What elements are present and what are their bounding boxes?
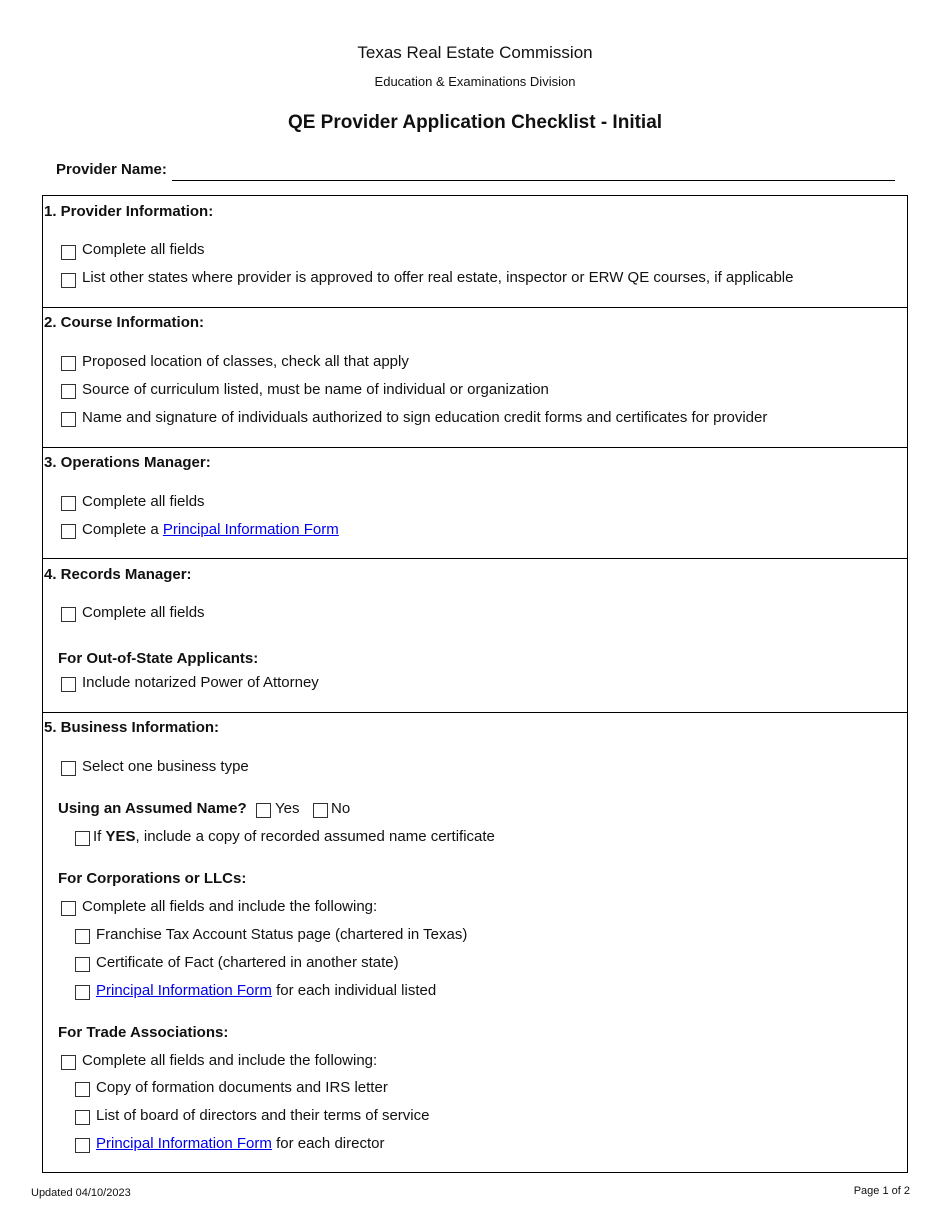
page-title: QE Provider Application Checklist - Initial bbox=[287, 112, 663, 133]
checkbox-proposed-location[interactable] bbox=[61, 356, 76, 371]
section-4-title: 4. Records Manager: bbox=[44, 566, 192, 583]
item-label: Certificate of Fact (chartered in another state) bbox=[96, 954, 399, 971]
item-label bbox=[96, 982, 436, 1000]
provider-name-field[interactable] bbox=[172, 180, 895, 181]
item-label: Copy of formation documents and IRS letter bbox=[96, 1079, 388, 1096]
item-label: Proposed location of classes, check all that apply bbox=[82, 353, 409, 370]
item-suffix: for each director bbox=[271, 1135, 385, 1152]
checkbox-franchise-tax[interactable] bbox=[75, 929, 90, 944]
principal-info-form-link[interactable]: Principal Information Form bbox=[96, 982, 272, 999]
checkbox-assumed-certificate[interactable] bbox=[75, 831, 90, 846]
item-label bbox=[96, 1135, 384, 1153]
checkbox-power-of-attorney[interactable] bbox=[61, 677, 76, 692]
section-3-title: 3. Operations Manager: bbox=[44, 454, 211, 471]
checkbox-records-complete[interactable] bbox=[61, 607, 76, 622]
if-yes-bold: YES bbox=[105, 828, 136, 845]
item-label bbox=[93, 828, 495, 846]
org-name: Texas Real Estate Commission bbox=[357, 43, 593, 62]
checkbox-board-of-directors[interactable] bbox=[75, 1110, 90, 1125]
section-divider bbox=[43, 712, 907, 713]
yes-label: Yes bbox=[275, 800, 300, 817]
item-label: Complete all fields and include the following: bbox=[82, 1052, 378, 1069]
section-1-title: 1. Provider Information: bbox=[44, 203, 214, 220]
checkbox-other-states[interactable] bbox=[61, 273, 76, 288]
item-label: Complete all fields bbox=[82, 493, 205, 510]
checkbox-ops-pif[interactable] bbox=[61, 524, 76, 539]
checkbox-trade-complete[interactable] bbox=[61, 1055, 76, 1070]
item-label: Source of curriculum listed, must be name of individual or organization bbox=[82, 381, 549, 398]
checkbox-assumed-no[interactable] bbox=[313, 803, 328, 818]
checkbox-corp-pif[interactable] bbox=[75, 985, 90, 1000]
checkbox-formation-documents[interactable] bbox=[75, 1082, 90, 1097]
provider-name-label: Provider Name: bbox=[56, 161, 167, 178]
section-divider bbox=[43, 558, 907, 559]
principal-info-form-link[interactable]: Principal Information Form bbox=[162, 521, 339, 538]
item-label: List other states where provider is approved to offer real estate, inspector or ERW QE courses, if applicable bbox=[82, 269, 794, 286]
subheading-trade-associations: For Trade Associations: bbox=[58, 1024, 229, 1041]
item-label: Complete all fields and include the following: bbox=[82, 898, 378, 915]
if-rest: , include a copy of recorded assumed name certificate bbox=[135, 828, 495, 845]
item-label: Include notarized Power of Attorney bbox=[82, 674, 319, 691]
item-label: Franchise Tax Account Status page (chartered in Texas) bbox=[96, 926, 468, 943]
updated-date: Updated 04/10/2023 bbox=[31, 1187, 131, 1199]
checkbox-corp-complete[interactable] bbox=[61, 901, 76, 916]
checkbox-name-signature[interactable] bbox=[61, 412, 76, 427]
item-label: List of board of directors and their terms of service bbox=[96, 1107, 430, 1124]
checkbox-assumed-yes[interactable] bbox=[256, 803, 271, 818]
checkbox-certificate-of-fact[interactable] bbox=[75, 957, 90, 972]
checklist-box bbox=[42, 195, 908, 1173]
checkbox-source-curriculum[interactable] bbox=[61, 384, 76, 399]
checkbox-trade-pif[interactable] bbox=[75, 1138, 90, 1153]
checkbox-complete-all-fields-1[interactable] bbox=[61, 245, 76, 260]
section-5-title: 5. Business Information: bbox=[44, 719, 220, 736]
item-prefix: Complete a bbox=[82, 521, 163, 538]
division-name: Education & Examinations Division bbox=[374, 74, 576, 89]
subheading-out-of-state: For Out-of-State Applicants: bbox=[58, 650, 259, 667]
item-label: Name and signature of individuals authorized to sign education credit forms and certificates for provider bbox=[82, 409, 768, 426]
if-prefix: If bbox=[93, 828, 106, 845]
item-suffix: for each individual listed bbox=[271, 982, 437, 999]
assumed-name-label: Using an Assumed Name? bbox=[58, 800, 247, 817]
page-number: Page 1 of 2 bbox=[853, 1185, 910, 1197]
section-2-title: 2. Course Information: bbox=[44, 314, 205, 331]
item-label: Complete all fields bbox=[82, 241, 205, 258]
section-divider bbox=[43, 307, 907, 308]
item-label: Complete all fields bbox=[82, 604, 205, 621]
no-label: No bbox=[331, 800, 351, 817]
checkbox-ops-complete[interactable] bbox=[61, 496, 76, 511]
section-divider bbox=[43, 447, 907, 448]
item-label bbox=[82, 521, 339, 539]
principal-info-form-link[interactable]: Principal Information Form bbox=[96, 1135, 272, 1152]
subheading-corporations: For Corporations or LLCs: bbox=[58, 870, 247, 887]
item-label: Select one business type bbox=[82, 758, 249, 775]
checkbox-business-type[interactable] bbox=[61, 761, 76, 776]
